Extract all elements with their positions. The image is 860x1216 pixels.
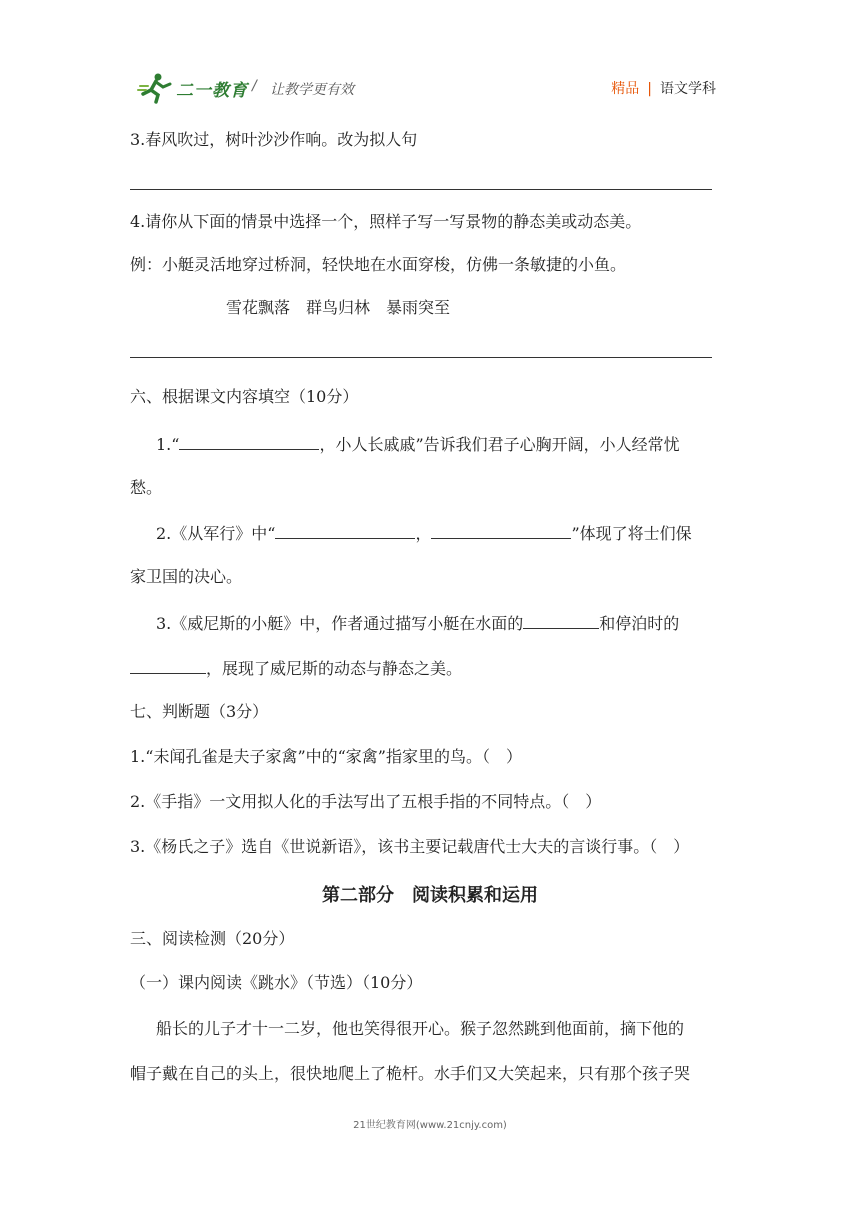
fill-blank[interactable] [179,433,319,450]
question-text: ， [415,524,432,543]
question-text: ，展现了威尼斯的动态与静态之美。 [206,659,463,678]
judge-item: 1.“未闻孔雀是夫子家禽”中的“家禽”指家里的鸟。（ ） [130,747,522,766]
fill-blank[interactable] [130,657,206,674]
fill-blank[interactable] [275,522,415,539]
question-text: ”体现了将士们保 [571,524,692,543]
fill-question-3-cont [130,657,462,679]
page-header [136,70,716,106]
tag-divider: | [647,81,652,97]
quality-tag: 精品 [611,81,640,97]
answer-line[interactable] [130,357,712,358]
judge-item: 2.《手指》一文用拟人化的手法写出了五根手指的不同特点。（ ） [130,792,602,811]
section-heading: 六、根据课文内容填空（10分） [130,387,359,406]
rewrite-question: 3.春风吹过，树叶沙沙作响。改为拟人句 [130,130,418,149]
question-text: 2.《从军行》中“ [156,524,276,543]
subject-label: 语文学科 [660,81,716,97]
fill-question-2 [156,522,692,544]
page-footer: 21世纪教育网(www.21cnjy.com) [353,1120,507,1131]
section-heading: 七、判断题（3分） [130,702,269,721]
brand-name: 二一教育 [176,81,248,101]
reading-paragraph-line: 船长的儿子才十一二岁，他也笑得很开心。猴子忽然跳到他面前，摘下他的 [156,1019,685,1038]
fill-question-3 [156,612,679,634]
fill-question-2-cont: 家卫国的决心。 [130,567,243,586]
scene-options: 雪花飘落 群鸟归林 暴雨突至 [226,298,451,317]
question-text: ，小人长戚戚”告诉我们君子心胸开阔，小人经常忧 [319,435,680,454]
fill-blank[interactable] [523,612,599,629]
reading-paragraph-line: 帽子戴在自己的头上，很快地爬上了桅杆。水手们又大笑起来，只有那个孩子哭 [130,1064,691,1083]
fill-question-1-cont: 愁。 [130,478,163,497]
fill-question-1 [156,433,680,455]
running-man-logo-icon [136,72,176,104]
question-text: 3.《威尼斯的小艇》中，作者通过描写小艇在水面的 [156,614,524,633]
fill-blank[interactable] [431,522,571,539]
reading-subheading: （一）课内阅读《跳水》（节选）（10分） [130,973,423,992]
header-slash: / [252,78,257,94]
part-title: 第二部分 阅读积累和运用 [322,885,538,906]
answer-line[interactable] [130,189,712,190]
scene-writing-prompt: 4.请你从下面的情景中选择一个，照样子写一写景物的静态美或动态美。 [130,212,642,231]
scene-writing-example: 例：小艇灵活地穿过桥洞，轻快地在水面穿梭，仿佛一条敏捷的小鱼。 [130,255,627,274]
question-text: 1.“ [156,435,180,454]
section-heading: 三、阅读检测（20分） [130,929,295,948]
judge-item: 3.《杨氏之子》选自《世说新语》，该书主要记载唐代士大夫的言谈行事。（ ） [130,837,690,856]
brand-slogan: 让教学更有效 [270,82,354,98]
subject-tag [611,78,716,98]
question-text: 和停泊时的 [599,614,680,633]
